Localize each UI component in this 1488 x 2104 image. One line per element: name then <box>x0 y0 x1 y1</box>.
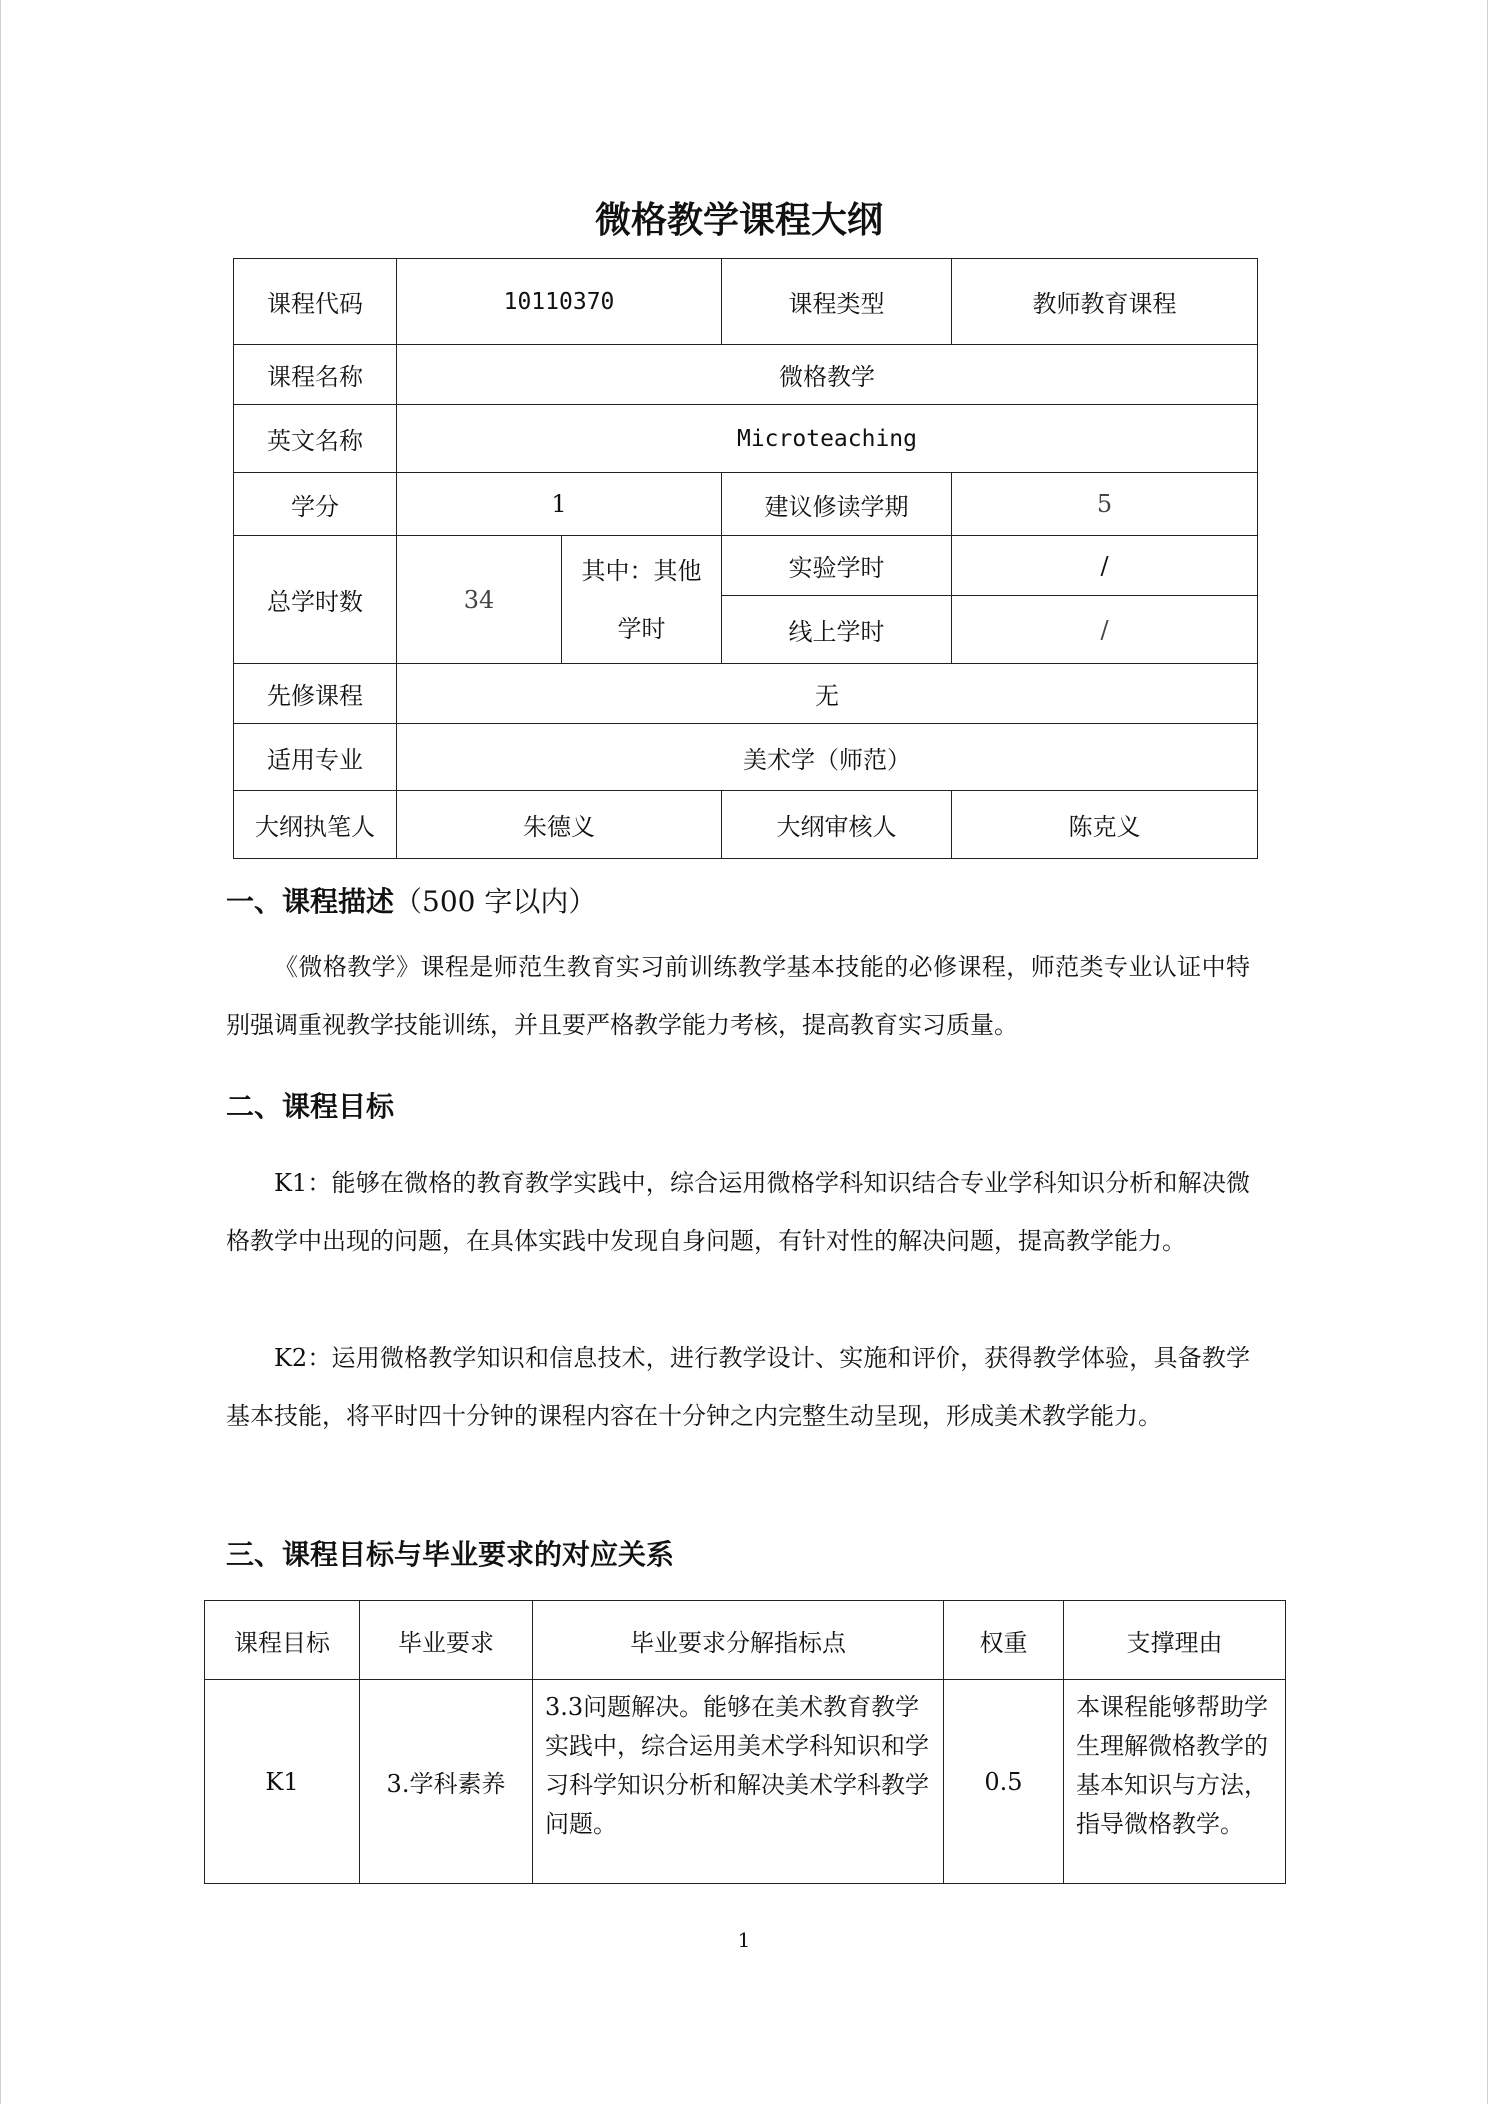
semester-label: 建议修读学期 <box>722 473 952 536</box>
online-hours-value: / <box>952 596 1258 664</box>
weight-cell: 0.5 <box>944 1680 1064 1884</box>
other-hours-label-line1: 其中：其他 <box>581 556 702 585</box>
table-row <box>234 473 1258 536</box>
table-row <box>234 345 1258 405</box>
course-name-value: 微格教学 <box>397 345 1258 405</box>
section1-heading <box>226 880 596 920</box>
credit-value: 1 <box>397 473 722 536</box>
course-info-table <box>233 258 1258 859</box>
requirement-cell: 3.学科素养 <box>360 1680 533 1884</box>
online-hours-label: 线上学时 <box>722 596 952 664</box>
author-label: 大纲执笔人 <box>234 791 397 859</box>
section1-heading-note: （500 字以内） <box>394 885 597 918</box>
table-row <box>205 1680 1286 1884</box>
table-row <box>234 724 1258 791</box>
goal-k2-paragraph: K2：运用微格教学知识和信息技术，进行教学设计、实施和评价，获得教学体验，具备教学基本技能，将平时四十分钟的课程内容在十分钟之内完整生动呈现，形成美术教学能力。 <box>226 1344 1250 1430</box>
table-row <box>234 536 1258 596</box>
english-name-value: Microteaching <box>397 405 1258 473</box>
other-hours-label-line2: 学时 <box>617 614 666 643</box>
header-weight: 权重 <box>944 1601 1064 1680</box>
document-title: 微格教学课程大纲 <box>594 200 883 241</box>
prereq-label: 先修课程 <box>234 664 397 724</box>
page-number: 1 <box>737 1928 751 1952</box>
major-label: 适用专业 <box>234 724 397 791</box>
course-code-value: 10110370 <box>397 259 722 345</box>
prereq-value: 无 <box>397 664 1258 724</box>
header-reason: 支撑理由 <box>1064 1601 1286 1680</box>
reason-cell: 本课程能够帮助学生理解微格教学的基本知识与方法，指导微格教学。 <box>1064 1680 1286 1884</box>
section3-heading: 三、课程目标与毕业要求的对应关系 <box>226 1538 675 1571</box>
section1-heading-text: 一、课程描述 <box>226 885 395 918</box>
section1-paragraph: 《微格教学》课程是师范生教育实习前训练教学基本技能的必修课程，师范类专业认证中特别强调重视教学技能训练，并且要严格教学能力考核，提高教育实习质量。 <box>226 953 1250 1039</box>
page-left-edge <box>0 0 1 2104</box>
credit-label: 学分 <box>234 473 397 536</box>
total-hours-label: 总学时数 <box>234 536 397 664</box>
table-row <box>234 405 1258 473</box>
header-goal: 课程目标 <box>205 1601 360 1680</box>
table-header-row <box>205 1601 1286 1680</box>
table-row <box>234 791 1258 859</box>
lab-hours-value: / <box>952 536 1258 596</box>
table-row <box>234 664 1258 724</box>
section2-heading: 二、课程目标 <box>226 1090 395 1123</box>
total-hours-value: 34 <box>397 536 562 664</box>
reviewer-label: 大纲审核人 <box>722 791 952 859</box>
english-name-label: 英文名称 <box>234 405 397 473</box>
goal-k1-paragraph: K1：能够在微格的教育教学实践中，综合运用微格学科知识结合专业学科知识分析和解决微格教学中出现的问题，在具体实践中发现自身问题，有针对性的解决问题，提高教学能力。 <box>226 1169 1250 1255</box>
course-name-label: 课程名称 <box>234 345 397 405</box>
author-value: 朱德义 <box>397 791 722 859</box>
course-type-label: 课程类型 <box>722 259 952 345</box>
goal-cell: K1 <box>205 1680 360 1884</box>
course-code-label: 课程代码 <box>234 259 397 345</box>
goal-mapping-table <box>204 1600 1286 1884</box>
indicator-cell: 3.3问题解决。能够在美术教育教学实践中，综合运用美术学科知识和学习科学知识分析和解决美术学科教学问题。 <box>533 1680 944 1884</box>
header-indicator: 毕业要求分解指标点 <box>533 1601 944 1680</box>
course-type-value: 教师教育课程 <box>952 259 1258 345</box>
semester-value: 5 <box>952 473 1258 536</box>
table-row <box>234 259 1258 345</box>
lab-hours-label: 实验学时 <box>722 536 952 596</box>
reviewer-value: 陈克义 <box>952 791 1258 859</box>
other-hours-label <box>562 536 722 664</box>
major-value: 美术学（师范） <box>397 724 1258 791</box>
header-requirement: 毕业要求 <box>360 1601 533 1680</box>
